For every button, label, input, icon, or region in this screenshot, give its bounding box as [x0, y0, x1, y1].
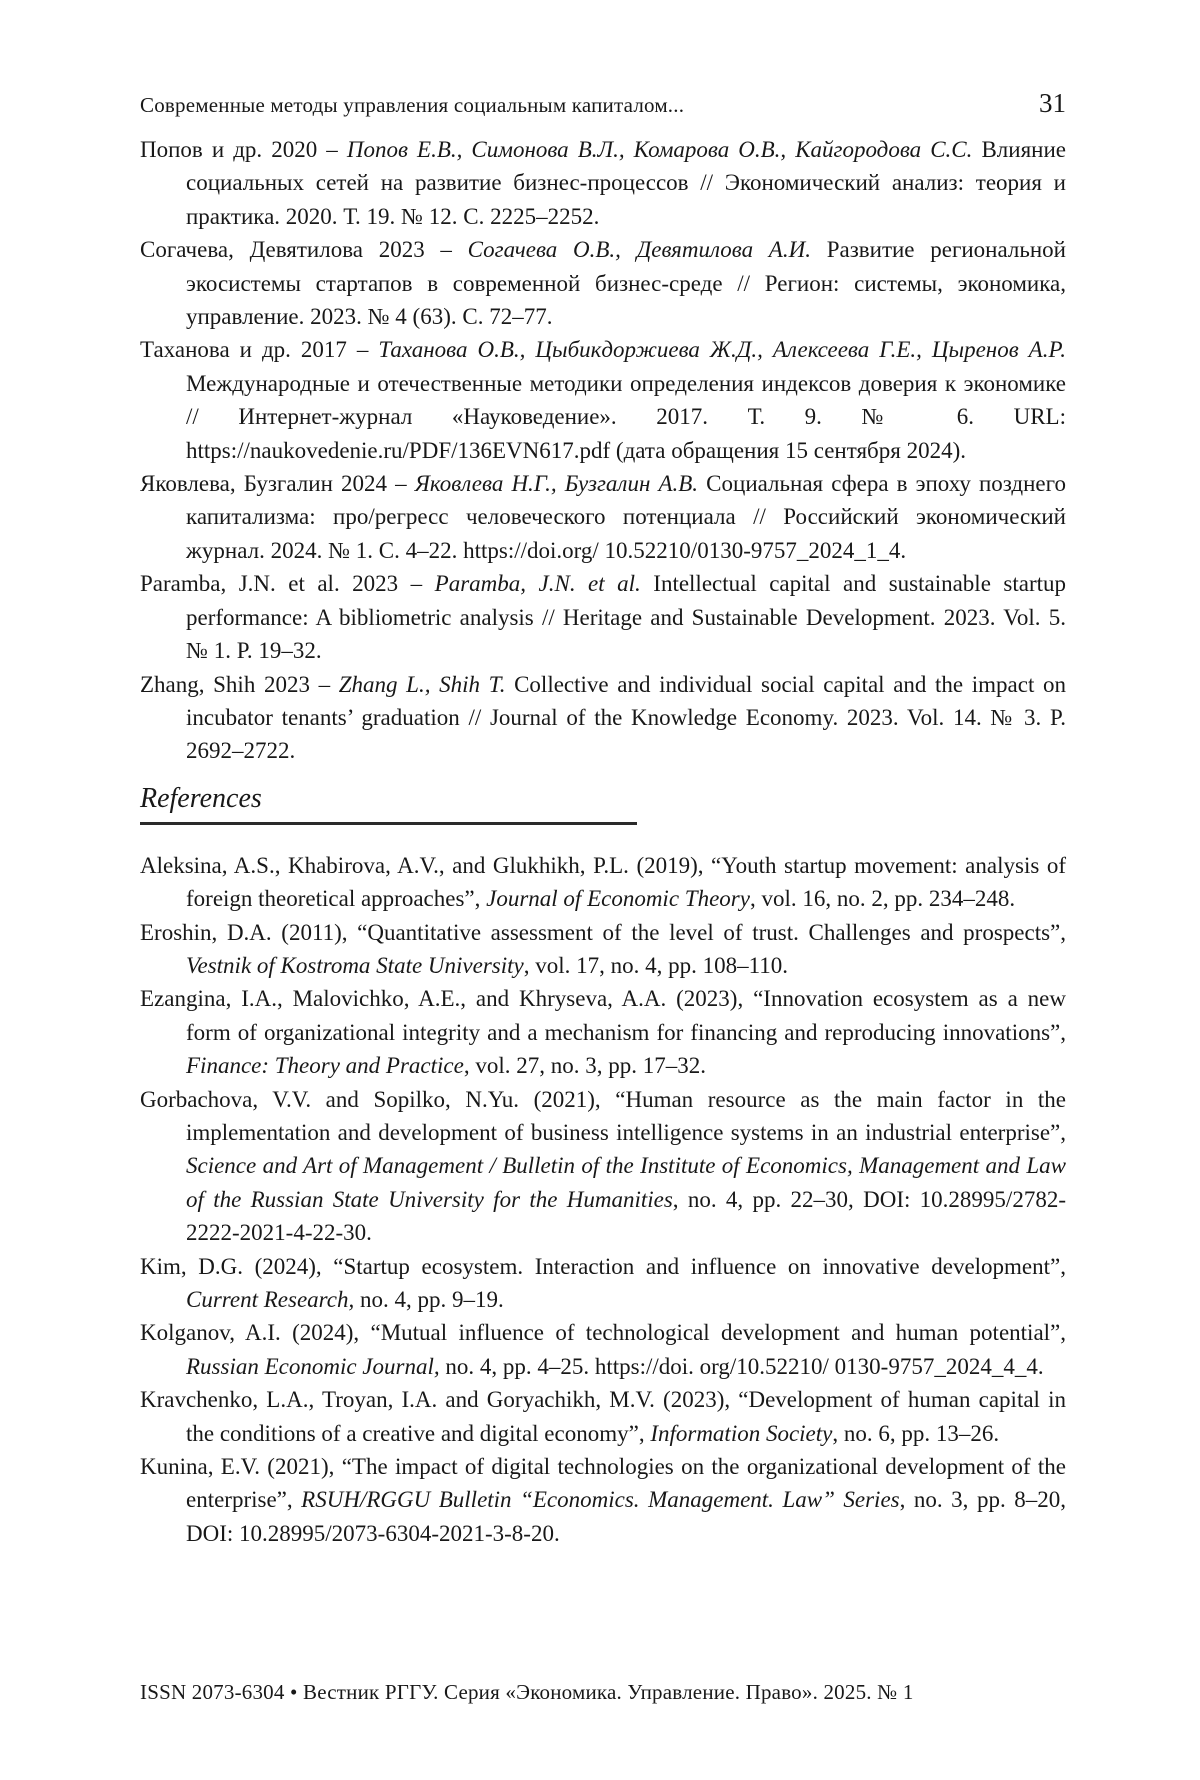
reference-text-segment: , vol. 16, no. 2, pp. 234–248. [749, 886, 1016, 912]
russian-references-list [140, 133, 1066, 768]
reference-entry [140, 668, 1066, 768]
reference-text-segment: Russian Economic Journal, [186, 1353, 440, 1379]
reference-entry [140, 333, 1066, 467]
references-heading: References [140, 782, 262, 814]
reference-text-segment: Paramba, J.N. et al. [434, 571, 641, 597]
reference-text-segment: Яковлева, Бузгалин 2024 – [140, 471, 415, 497]
reference-entry [140, 1383, 1066, 1450]
reference-text-segment: Kravchenko, L.A., Troyan, I.A. and Goryachikh, M.V. (2023), “Development of human capital in the conditions of a creative and digital economy”, [140, 1387, 1066, 1446]
reference-text-segment: Intellectual capital and sustainable startup performance: A bibliometric analysis // Heritage and Sustainable Development. 2023. Vol. 5. № 1. P. 19–32. [186, 571, 1066, 664]
reference-text-segment: Gorbachova, V.V. and Sopilko, N.Yu. (2021), “Human resource as the main factor in the implementation and development of business intelligence systems in an industrial enterprise”, [140, 1086, 1066, 1145]
reference-text-segment: no. 4, pp. 4–25. https://doi. org/10.52210/ 0130-9757_2024_4_4. [439, 1353, 1044, 1379]
reference-text-segment: Социальная сфера в эпоху позднего капитализма: про/регресс человеческого потенциала // Российский экономический журнал. 2024. № 1. С. 4–22. https://doi.org/ 10.52210/0130-9757_2024_1_4. [186, 471, 1067, 563]
reference-entry [140, 1450, 1066, 1550]
page-number: 31 [1039, 88, 1066, 118]
reference-text-segment: Journal of Economic Theory [486, 886, 750, 912]
reference-text-segment: , no. 6, pp. 13–26. [832, 1420, 1000, 1446]
reference-text-segment: Science and Art of Management / Bulletin of the Institute of Economics, Management and Law of the Russian State University for the Humanities [186, 1153, 1066, 1212]
reference-text-segment: Согачева О.В., Девятилова А.И. [467, 237, 811, 263]
references-heading-rule [140, 822, 637, 825]
reference-entry [140, 567, 1066, 667]
reference-text-segment: Vestnik of Kostroma State University [186, 952, 524, 978]
reference-text-segment: Попов и др. 2020 – [140, 137, 347, 162]
reference-entry [140, 1083, 1066, 1250]
reference-text-segment: RSUH/RGGU Bulletin “Economics. Management. Law” Series [301, 1487, 900, 1513]
reference-text-segment: Finance: Theory and Practice [186, 1053, 464, 1079]
reference-text-segment: Collective and individual social capital and the impact on incubator tenants’ graduation // Journal of the Knowledge Economy. 2023. Vol. 14. № 3. P. 2692–2722. [186, 671, 1066, 764]
reference-text-segment: , no. 3, pp. 8–20, DOI: 10.28995/2073-6304-2021-3-8-20. [186, 1487, 1066, 1546]
reference-text-segment: Zhang, Shih 2023 – [140, 671, 339, 697]
page-footer [140, 1680, 914, 1705]
reference-text-segment: , no. 4, pp. 22–30, DOI: 10.28995/2782-2222-2021-4-22-30. [186, 1186, 1066, 1246]
reference-entry [140, 1250, 1066, 1317]
reference-text-segment: , vol. 27, no. 3, pp. 17–32. [463, 1053, 706, 1079]
reference-text-segment: Международные и отечественные методики определения индексов доверия к экономике // Интернет-журнал «Науковедение». 2017. Т. 9. № 6. URL: https://naukovedenie.ru/PDF/136EVN617.pdf (дата обращения 15 сентября 2024). [186, 370, 1066, 463]
reference-entry [140, 1316, 1066, 1383]
reference-text-segment: Paramba, J.N. et al. 2023 – [140, 571, 435, 597]
reference-entry [140, 982, 1066, 1082]
reference-text-segment: , vol. 17, no. 4, pp. 108–110. [523, 952, 789, 978]
running-title: Современные методы управления социальным капиталом... [140, 93, 685, 117]
reference-entry [140, 467, 1066, 567]
reference-text-segment: Развитие региональной экосистемы стартапов в современной бизнес-среде // Регион: системы, экономика, управление. 2023. № 4 (63). С. 72–77. [186, 237, 1066, 330]
reference-entry [140, 916, 1066, 983]
reference-text-segment: no. 4, pp. 9–19. [354, 1287, 504, 1312]
reference-entry [140, 849, 1066, 916]
footer-text: ISSN 2073-6304 • Вестник РГГУ. Серия «Экономика. Управление. Право». 2025. № 1 [140, 1680, 914, 1704]
reference-text-segment: Zhang L., Shih T. [338, 671, 506, 697]
reference-text-segment: Kim, D.G. (2024), “Startup ecosystem. Interaction and influence on innovative development”, [140, 1253, 1066, 1279]
reference-text-segment: Влияние социальных сетей на развитие бизнес-процессов // Экономический анализ: теория и практика. 2020. Т. 19. № 12. С. 2225–2252. [186, 137, 1066, 229]
reference-text-segment: Information Society [650, 1420, 833, 1446]
reference-text-segment: Current Research, [186, 1287, 355, 1312]
reference-text-segment: Aleksina, A.S., Khabirova, A.V., and Glukhikh, P.L. (2019), “Youth startup movement: analysis of foreign theoretical approaches”, [140, 852, 1066, 912]
reference-text-segment: Таханова О.В., Цыбикдоржиева Ж.Д., Алексеева Г.Е., Цыренов А.Р. [378, 337, 1066, 363]
reference-text-segment: Kolganov, A.I. (2024), “Mutual influence of technological development and human potential”, [140, 1320, 1066, 1346]
reference-text-segment: Eroshin, D.A. (2011), “Quantitative assessment of the level of trust. Challenges and prospects”, [140, 919, 1066, 945]
reference-entry [140, 233, 1066, 333]
reference-text-segment: Попов Е.В., Симонова В.Л., Комарова О.В., Кайгородова С.С. [346, 137, 973, 162]
reference-text-segment: Ezangina, I.A., Malovichko, A.E., and Khryseva, A.A. (2023), “Innovation ecosystem as a new form of organizational integrity and a mechanism for financing and reproducing innovations”, [140, 986, 1066, 1045]
reference-text-segment: Яковлева Н.Г., Бузгалин А.В. [414, 471, 699, 497]
running-head [140, 88, 1066, 119]
english-references-list [140, 849, 1066, 1551]
reference-text-segment: Kunina, E.V. (2021), “The impact of digital technologies on the organizational development of the enterprise”, [140, 1454, 1066, 1513]
reference-text-segment: Таханова и др. 2017 – [140, 337, 379, 363]
reference-entry [140, 133, 1066, 233]
reference-text-segment: Согачева, Девятилова 2023 – [140, 237, 468, 263]
